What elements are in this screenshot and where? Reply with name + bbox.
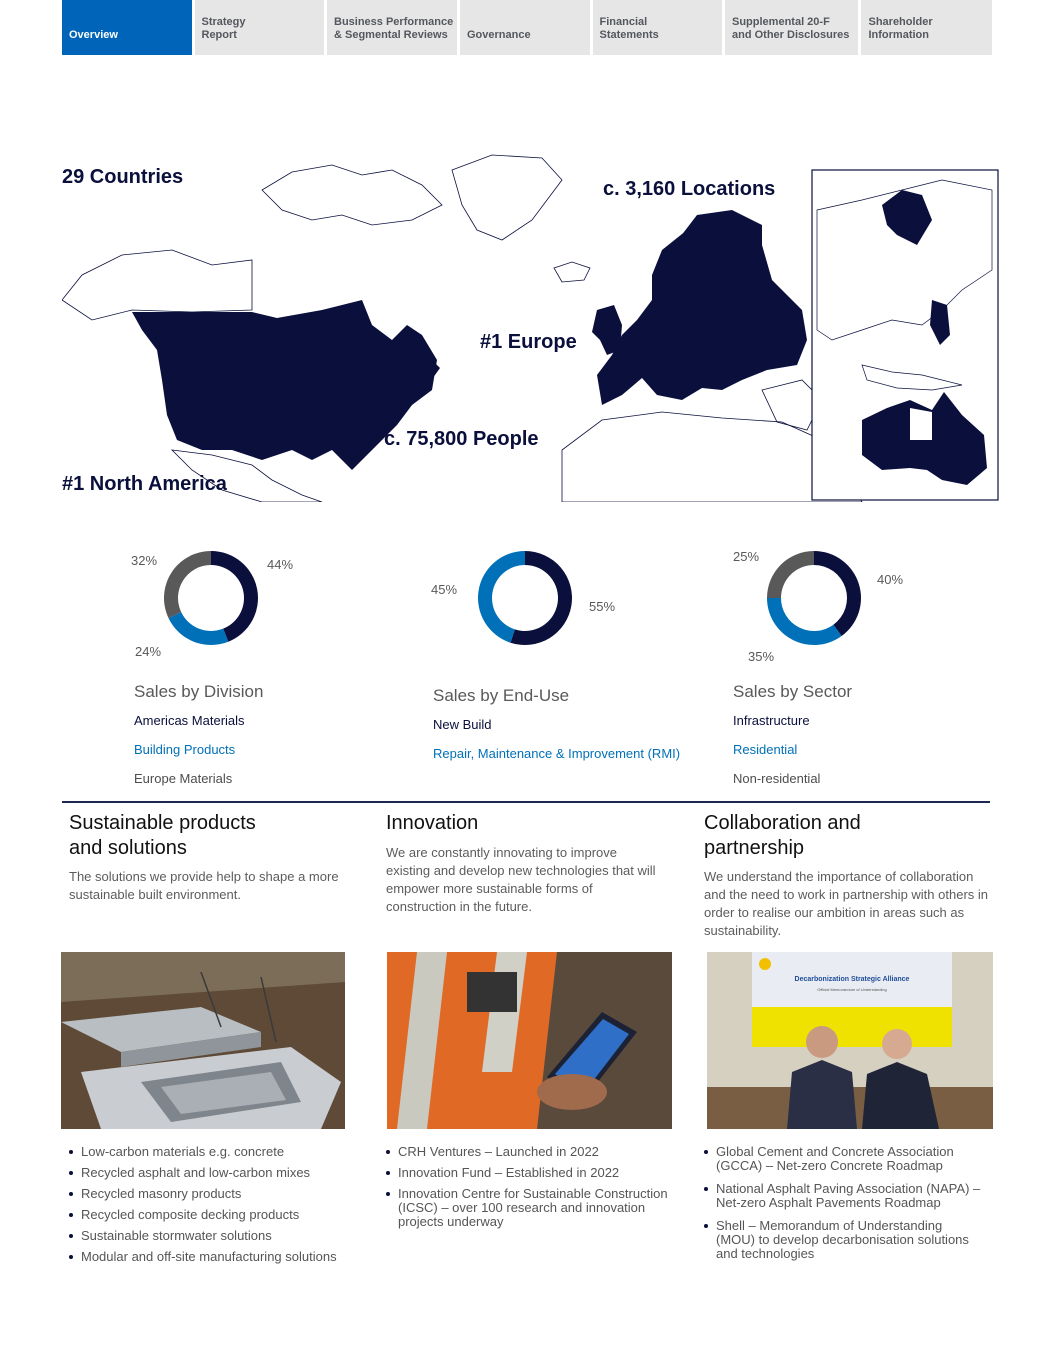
column-heading	[69, 811, 359, 861]
list-item: Low-carbon materials e.g. concrete	[69, 1145, 359, 1159]
donut-label: 45%	[431, 582, 458, 597]
tab-strategy-report[interactable]	[195, 0, 325, 55]
list-item: CRH Ventures – Launched in 2022	[386, 1145, 671, 1159]
column-description: The solutions we provide help to shape a more sustainable built environment.	[69, 869, 339, 902]
donut-slice-americas-materials	[211, 551, 258, 642]
operations-map	[62, 150, 1002, 502]
bullet-list	[69, 1145, 359, 1271]
arctic-islands-outline	[262, 165, 442, 225]
legend-item: Repair, Maintenance & Improvement (RMI)	[433, 746, 681, 761]
tab-label-line2: & Segmental Reviews	[334, 29, 448, 41]
list-item: Recycled composite decking products	[69, 1208, 359, 1222]
donut-slice-non-residential	[767, 551, 814, 598]
donut-slice-building-products	[168, 612, 228, 645]
tab-label-line1: Shareholder	[868, 16, 933, 28]
list-item: Recycled asphalt and low-carbon mixes	[69, 1166, 359, 1180]
legend-item: Americas Materials	[134, 713, 245, 728]
tab-label-line1: Business Performance	[334, 16, 454, 28]
alaska-outline	[62, 250, 252, 320]
donut-label: 35%	[748, 649, 775, 664]
sales-by-sector-donut	[755, 539, 873, 657]
banner-subtitle: Official Memorandum of Understanding	[817, 987, 887, 992]
legend-item: Infrastructure	[733, 713, 810, 728]
tab-governance[interactable]	[460, 0, 590, 55]
legend-item: Non-residential	[733, 771, 821, 786]
heading-line: Innovation	[386, 812, 479, 834]
chart-title: Sales by End-Use	[433, 686, 570, 705]
tab-label-line1: Strategy	[201, 16, 246, 28]
list-item: Innovation Centre for Sustainable Construction (ICSC) – over 100 research and innovation projects underway	[386, 1187, 671, 1229]
donut-slice-infrastructure	[814, 551, 861, 636]
list-item: National Asphalt Paving Association (NAPA) – Net-zero Asphalt Pavements Roadmap	[704, 1182, 984, 1210]
section-nav	[62, 0, 992, 55]
tab-overview[interactable]	[62, 0, 192, 55]
tab-label-line1: Supplemental 20-F	[732, 16, 830, 28]
sales-by-end-use-donut	[466, 539, 584, 657]
tab-label-line2: Statements	[599, 29, 659, 41]
section-divider	[62, 801, 990, 803]
list-item: Sustainable stormwater solutions	[69, 1229, 359, 1243]
donut-label: 24%	[135, 644, 162, 659]
tab-supplemental-20f[interactable]	[725, 0, 858, 55]
legend-item: Building Products	[134, 742, 236, 757]
chart-legend	[733, 712, 973, 799]
iceland-outline	[554, 262, 590, 282]
tab-label-line1: Financial	[599, 16, 648, 28]
heading-line: and solutions	[69, 837, 187, 859]
tab-label-line2: Governance	[467, 29, 531, 41]
donut-label: 25%	[733, 549, 760, 564]
donut-slice-europe-materials	[164, 551, 211, 618]
column-heading	[386, 811, 676, 836]
partnership-signing-photo	[707, 952, 993, 1129]
list-item: Recycled masonry products	[69, 1187, 359, 1201]
stat-locations: c. 3,160 Locations	[603, 178, 776, 200]
innovation-phone-photo	[387, 952, 672, 1129]
bullet-list	[386, 1145, 671, 1236]
precast-concrete-photo	[61, 952, 345, 1129]
stat-people: c. 75,800 People	[384, 428, 539, 450]
donut-slice-residential	[767, 598, 842, 645]
chart-legend	[134, 712, 374, 799]
tab-business-performance[interactable]	[327, 0, 457, 55]
donut-label: 44%	[267, 557, 294, 572]
chart-legend	[433, 716, 683, 774]
list-item: Global Cement and Concrete Association (GCCA) – Net-zero Concrete Roadmap	[704, 1145, 984, 1173]
donut-label: 55%	[589, 599, 616, 614]
legend-item: Residential	[733, 742, 798, 757]
tab-shareholder-information[interactable]	[861, 0, 992, 55]
column-heading	[704, 811, 994, 861]
column-description: We are constantly innovating to improve existing and develop new technologies that will empower more sustainable forms of construction in the future.	[386, 845, 656, 914]
donut-slice-repair-maintenance-improvement-rmi	[478, 551, 525, 643]
sales-by-division-donut	[152, 539, 270, 657]
tab-label-line2: and Other Disclosures	[732, 29, 850, 41]
heading-line: partnership	[704, 837, 805, 859]
australia-outline	[910, 408, 932, 440]
uk-ireland-shape	[592, 305, 622, 355]
tab-label-line2: Report	[201, 29, 237, 41]
legend-item: New Build	[433, 717, 492, 732]
banner-title: Decarbonization Strategic Alliance	[794, 976, 910, 983]
tab-label-line2: Information	[868, 29, 929, 41]
bullet-list	[704, 1145, 984, 1268]
heading-line: Collaboration and	[704, 812, 861, 834]
stat-countries: 29 Countries	[62, 166, 184, 188]
heading-line: Sustainable products	[69, 812, 256, 834]
chart-title: Sales by Division	[134, 682, 264, 701]
greenland-outline	[452, 155, 562, 240]
legend-item: Europe Materials	[134, 771, 233, 786]
stat-north-america-rank: #1 North America	[62, 473, 227, 495]
column-description: We understand the importance of collaboration and the need to work in partnership with others in order to realise our ambition in areas such as sustainability.	[704, 869, 989, 938]
tab-label-line2: Overview	[69, 29, 118, 41]
list-item: Shell – Memorandum of Understanding (MOU) to develop decarbonisation solutions and technologies	[704, 1219, 984, 1261]
stat-europe-rank: #1 Europe	[480, 331, 577, 353]
list-item: Modular and off-site manufacturing solutions	[69, 1250, 359, 1264]
chart-title: Sales by Sector	[733, 682, 853, 701]
donut-label: 32%	[131, 553, 158, 568]
list-item: Innovation Fund – Established in 2022	[386, 1166, 671, 1180]
donut-label: 40%	[877, 572, 904, 587]
tab-financial-statements[interactable]	[593, 0, 723, 55]
